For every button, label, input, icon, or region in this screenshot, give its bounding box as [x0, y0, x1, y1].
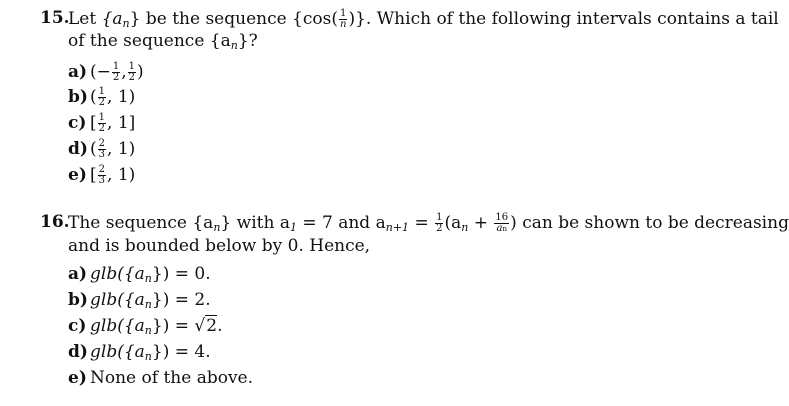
option-c[interactable]: c) [ $\frac{1}{2}$ , 1]: [68, 112, 136, 134]
fraction: $\frac{16}{an}$: [495, 212, 509, 234]
option-b[interactable]: b) $glb(\{a_n\}) = 2$.: [68, 290, 211, 311]
option-c[interactable]: c) $glb(\{a_n\}) = √2$.: [68, 316, 223, 337]
option-e[interactable]: e) [ $\frac{2}{3}$ , 1): [68, 164, 136, 186]
option-e[interactable]: e) None of the above.: [68, 368, 254, 388]
option-a[interactable]: a) $glb(\{a_n\}) = 0$.: [68, 264, 211, 285]
option-b[interactable]: b) ( $\frac{1}{2}$ , 1): [68, 86, 136, 108]
problem-stem-line-2: of the sequence $\{a_n\}$?: [68, 31, 258, 52]
problem-number: 16.: [40, 212, 70, 232]
option-a[interactable]: a) (− $\frac{1}{2}$ , $\frac{1}{2}$ ): [68, 61, 144, 83]
option-d[interactable]: d) ( $\frac{2}{3}$ , 1): [68, 138, 136, 160]
problem-stem-line-1: The sequence $\{a_n\}$ with $a_1 = 7$ and $a_{n+1}$ = $\frac{1}{2}$ ($a_n$ + $\frac{16}{an}$ ) can be shown to be decreasing: [68, 212, 789, 234]
problem-stem-line-1: Let $\{a_n\}$ be the sequence {cos( $\frac{1}{n}$ )}. Which of the following intervals contains a tail: [68, 8, 779, 30]
problem-number: 15.: [40, 8, 70, 28]
fraction: $\frac{1}{n}$: [340, 8, 347, 30]
option-d[interactable]: d) $glb(\{a_n\}) = 4$.: [68, 342, 211, 363]
fraction: $\frac{1}{2}$: [436, 212, 443, 234]
problem-stem-line-2: and is bounded below by 0. Hence,: [68, 236, 371, 256]
